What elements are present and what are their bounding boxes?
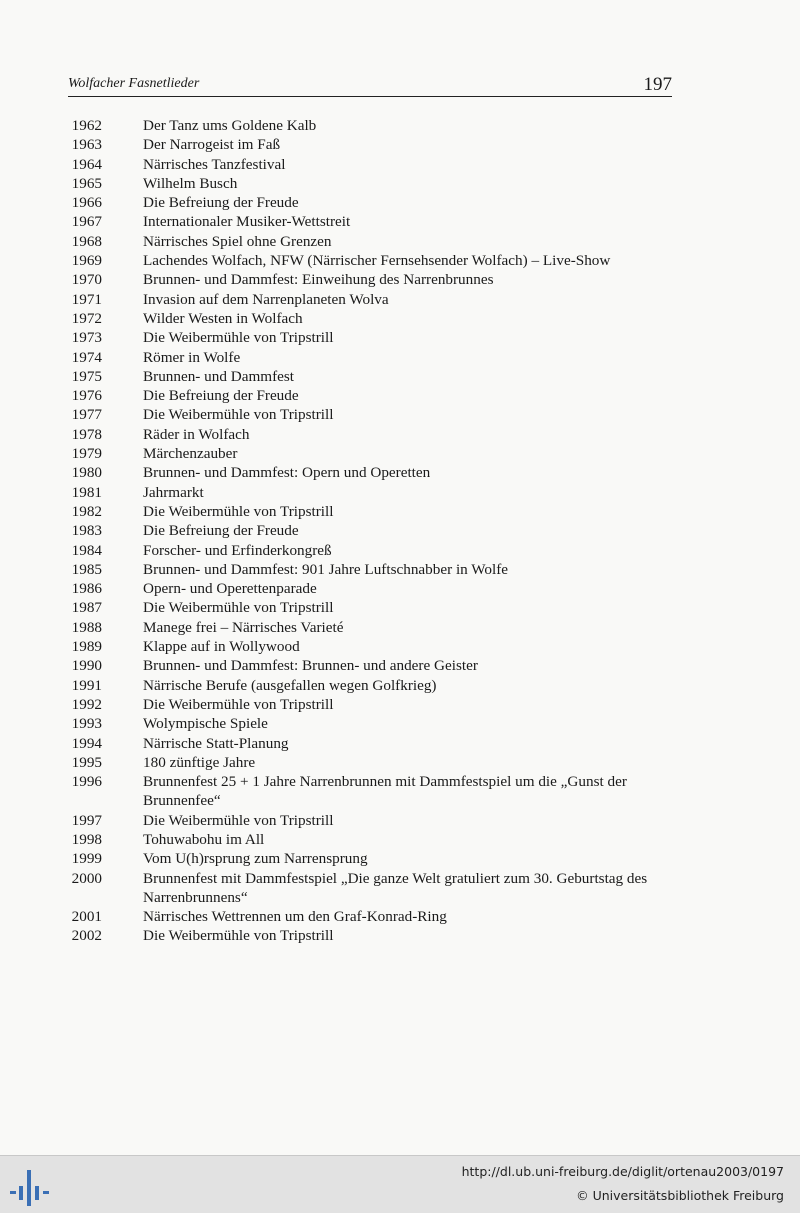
list-item — [62, 444, 682, 463]
entry-year: 1963 — [71, 136, 102, 154]
entry-title: Die Weibermühle von Tripstrill — [143, 329, 334, 347]
list-item — [62, 270, 682, 289]
entry-year: 1986 — [71, 580, 102, 598]
list-item — [62, 174, 682, 193]
list-item — [62, 560, 682, 579]
footer-bar — [0, 1155, 800, 1213]
list-item — [62, 367, 682, 386]
list-item — [62, 483, 682, 502]
entry-title: Wolympische Spiele — [143, 715, 268, 733]
list-item — [62, 772, 682, 811]
copyright-notice: © Universitätsbibliothek Freiburg — [576, 1188, 784, 1203]
entry-year: 1965 — [71, 174, 102, 192]
entry-year: 1968 — [71, 232, 102, 250]
entry-title: Brunnenfest 25 + 1 Jahre Narrenbrunnen mit Dammfestspiel um die „Gunst der Brunnenfee“ — [143, 773, 627, 810]
list-item — [62, 290, 682, 309]
entry-year: 1993 — [71, 715, 102, 733]
page-number: 197 — [643, 74, 672, 95]
entry-year: 1994 — [71, 734, 102, 752]
year-list — [62, 116, 682, 946]
entry-title: Brunnen- und Dammfest: Einweihung des Narrenbrunnes — [143, 271, 494, 289]
entry-year: 1989 — [71, 638, 102, 656]
entry-year: 1977 — [71, 406, 102, 424]
entry-title: Närrische Statt-Planung — [143, 734, 289, 752]
entry-title: Tohuwabohu im All — [143, 830, 265, 848]
list-item — [62, 618, 682, 637]
entry-year: 1991 — [71, 676, 102, 694]
list-item — [62, 753, 682, 772]
list-item — [62, 386, 682, 405]
entry-year: 1984 — [71, 541, 102, 559]
list-item — [62, 193, 682, 212]
list-item — [62, 926, 682, 945]
entry-title: Manege frei – Närrisches Varieté — [143, 618, 344, 636]
entry-year: 2001 — [71, 908, 102, 926]
list-item — [62, 541, 682, 560]
list-item — [62, 907, 682, 926]
entry-title: Römer in Wolfe — [143, 348, 241, 366]
list-item — [62, 251, 682, 270]
entry-year: 1979 — [71, 445, 102, 463]
entry-title: Lachendes Wolfach, NFW (Närrischer Fernsehsender Wolfach) – Live-Show — [143, 252, 611, 270]
list-item — [62, 695, 682, 714]
list-item — [62, 637, 682, 656]
entry-year: 1973 — [71, 329, 102, 347]
entry-title: Närrisches Tanzfestival — [143, 155, 286, 173]
entry-year: 1978 — [71, 425, 102, 443]
list-item — [62, 328, 682, 347]
entry-year: 1982 — [71, 502, 102, 520]
list-item — [62, 232, 682, 251]
entry-title: Jahrmarkt — [143, 483, 204, 501]
entry-year: 1988 — [71, 618, 102, 636]
list-item — [62, 734, 682, 753]
entry-year: 2002 — [71, 927, 102, 945]
entry-title: Die Befreiung der Freude — [143, 194, 299, 212]
entry-year: 1969 — [71, 252, 102, 270]
list-item — [62, 502, 682, 521]
entry-year: 1966 — [71, 194, 102, 212]
entry-title: Wilder Westen in Wolfach — [143, 309, 303, 327]
entry-title: Närrisches Wettrennen um den Graf-Konrad-Ring — [143, 908, 447, 926]
page-header — [68, 74, 672, 97]
list-item — [62, 811, 682, 830]
entry-title: Der Tanz ums Goldene Kalb — [143, 117, 317, 134]
list-item — [62, 579, 682, 598]
list-item — [62, 676, 682, 695]
entry-year: 1999 — [71, 850, 102, 868]
list-item — [62, 869, 682, 908]
list-item — [62, 849, 682, 868]
entry-title: Wilhelm Busch — [143, 174, 238, 192]
list-item — [62, 405, 682, 424]
entry-title: Die Weibermühle von Tripstrill — [143, 406, 334, 424]
entry-year: 1967 — [71, 213, 102, 231]
list-item — [62, 830, 682, 849]
list-item — [62, 521, 682, 540]
entry-year: 1980 — [71, 464, 102, 482]
list-item — [62, 656, 682, 675]
entry-year: 1970 — [71, 271, 102, 289]
list-item — [62, 116, 682, 135]
list-item — [62, 309, 682, 328]
entry-title: Die Befreiung der Freude — [143, 387, 299, 405]
entry-year: 1964 — [71, 155, 102, 173]
entry-title: Die Weibermühle von Tripstrill — [143, 811, 334, 829]
entry-title: Die Weibermühle von Tripstrill — [143, 599, 334, 617]
entry-title: Närrisches Spiel ohne Grenzen — [143, 232, 332, 250]
entry-title: Forscher- und Erfinderkongreß — [143, 541, 332, 559]
entry-title: Opern- und Operettenparade — [143, 580, 317, 598]
list-item — [62, 714, 682, 733]
entry-title: Die Weibermühle von Tripstrill — [143, 695, 334, 713]
entry-title: Närrische Berufe (ausgefallen wegen Golfkrieg) — [143, 676, 437, 694]
entry-year: 1976 — [71, 387, 102, 405]
list-item — [62, 598, 682, 617]
list-item — [62, 155, 682, 174]
entry-year: 1985 — [71, 560, 102, 578]
entry-title: Brunnen- und Dammfest: Brunnen- und andere Geister — [143, 657, 478, 675]
entry-year: 1997 — [71, 811, 102, 829]
list-item — [62, 425, 682, 444]
entry-title: 180 zünftige Jahre — [143, 753, 256, 771]
entry-year: 1995 — [71, 753, 102, 771]
entry-title: Die Weibermühle von Tripstrill — [143, 502, 334, 520]
entry-year: 1996 — [71, 773, 102, 791]
entry-year: 2000 — [71, 869, 102, 887]
entry-title: Der Narrogeist im Faß — [143, 136, 281, 154]
entry-title: Die Befreiung der Freude — [143, 522, 299, 540]
entry-title: Märchenzauber — [143, 445, 238, 463]
entry-year: 1974 — [71, 348, 102, 366]
entry-title: Brunnen- und Dammfest — [143, 367, 294, 385]
entry-year: 1972 — [71, 309, 102, 327]
entry-title: Invasion auf dem Narrenplaneten Wolva — [143, 290, 389, 308]
entry-year: 1975 — [71, 367, 102, 385]
entry-year: 1998 — [71, 830, 102, 848]
entry-year: 1962 — [71, 117, 102, 134]
entry-title: Brunnenfest mit Dammfestspiel „Die ganze Welt gratuliert zum 30. Geburtstag des Narrenbrunnens“ — [143, 869, 648, 906]
library-logo-icon[interactable] — [10, 1164, 50, 1206]
entry-title: Räder in Wolfach — [143, 425, 250, 443]
running-title: Wolfacher Fasnetlieder — [68, 76, 200, 91]
entry-title: Brunnen- und Dammfest: Opern und Operetten — [143, 464, 431, 482]
entry-year: 1990 — [71, 657, 102, 675]
entry-title: Internationaler Musiker-Wettstreit — [143, 213, 351, 231]
entry-year: 1992 — [71, 695, 102, 713]
entry-title: Die Weibermühle von Tripstrill — [143, 927, 334, 945]
entry-title: Brunnen- und Dammfest: 901 Jahre Luftschnabber in Wolfe — [143, 560, 509, 578]
list-item — [62, 348, 682, 367]
entry-year: 1981 — [71, 483, 102, 501]
entry-title: Vom U(h)rsprung zum Narrensprung — [143, 850, 368, 868]
entry-year: 1983 — [71, 522, 102, 540]
list-item — [62, 463, 682, 482]
entry-year: 1971 — [71, 290, 102, 308]
source-url-link[interactable]: http://dl.ub.uni-freiburg.de/diglit/ortenau2003/0197 — [461, 1164, 784, 1179]
entry-year: 1987 — [71, 599, 102, 617]
list-item — [62, 212, 682, 231]
list-item — [62, 135, 682, 154]
entry-title: Klappe auf in Wollywood — [143, 638, 300, 656]
